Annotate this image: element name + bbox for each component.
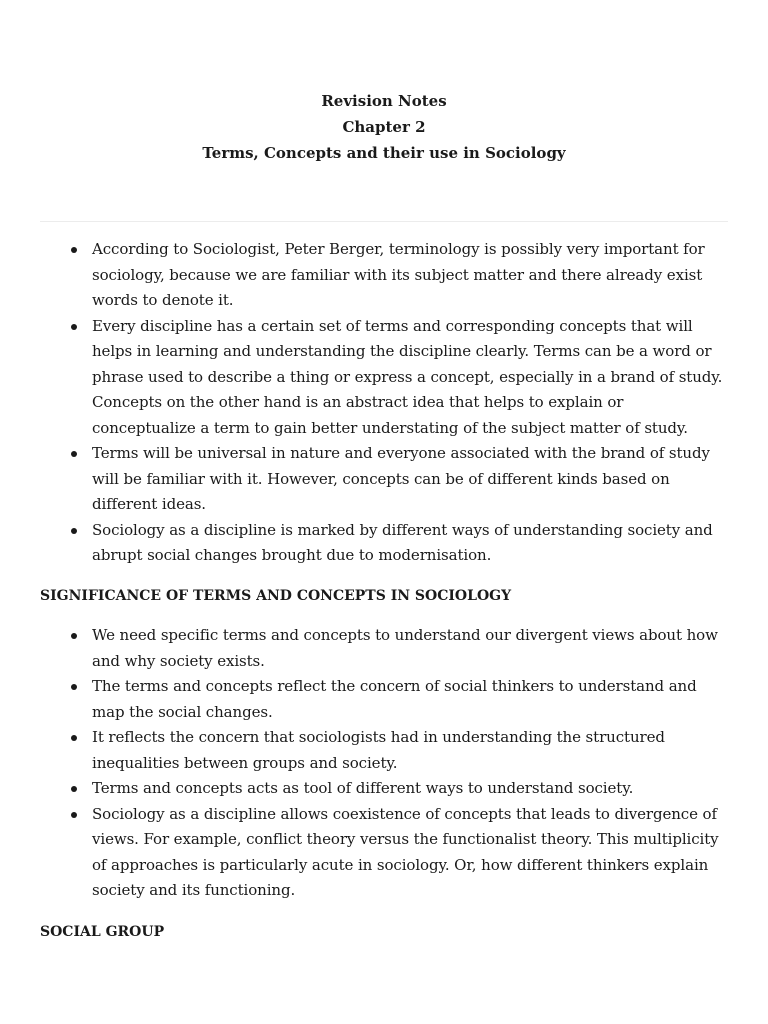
bullet-icon <box>71 451 77 457</box>
significance-bullet-list <box>40 623 728 904</box>
list-item <box>40 674 728 725</box>
list-item <box>40 314 728 442</box>
bullet-icon <box>71 684 77 690</box>
list-item <box>40 441 728 518</box>
list-item <box>40 725 728 776</box>
header-divider <box>40 221 728 222</box>
bullet-icon <box>71 812 77 818</box>
list-item-text: The terms and concepts reflect the concern of social thinkers to understand and map the social changes. <box>92 677 697 721</box>
bullet-icon <box>71 247 77 253</box>
bullet-icon <box>71 735 77 741</box>
list-item-text: Terms will be universal in nature and everyone associated with the brand of study will be familiar with it. However, concepts can be of different kinds based on different ideas. <box>92 444 710 513</box>
list-item-text: It reflects the concern that sociologists had in understanding the structured inequalities between groups and society. <box>92 728 665 772</box>
chapter-title: Terms, Concepts and their use in Sociology <box>202 144 566 162</box>
significance-heading: SIGNIFICANCE OF TERMS AND CONCEPTS IN SOCIOLOGY <box>40 588 512 604</box>
intro-bullet-list <box>40 237 728 569</box>
list-item <box>40 518 728 569</box>
chapter-number: Chapter 2 <box>342 118 426 136</box>
list-item-text: Sociology as a discipline is marked by different ways of understanding society and abrupt social changes brought due to modernisation. <box>92 520 713 564</box>
doc-label: Revision Notes <box>321 92 447 110</box>
bullet-icon <box>71 786 77 792</box>
social-group-heading: SOCIAL GROUP <box>40 924 165 940</box>
bullet-icon <box>71 633 77 639</box>
list-item <box>40 623 728 674</box>
document-header <box>0 88 768 166</box>
list-item <box>40 776 728 802</box>
bullet-icon <box>71 528 77 534</box>
list-item-text: According to Sociologist, Peter Berger, terminology is possibly very important for sociology, because we are familiar with its subject matter and there already exist words to denote it. <box>92 240 705 309</box>
list-item <box>40 802 728 904</box>
bullet-icon <box>71 324 77 330</box>
list-item-text: Sociology as a discipline allows coexistence of concepts that leads to divergence of views. For example, conflict theory versus the functionalist theory. This multiplicity of approaches is particularly acute in sociology. Or, how different thinkers explain society and its functioning. <box>92 804 719 899</box>
list-item-text: Every discipline has a certain set of terms and corresponding concepts that will helps in learning and understanding the discipline clearly. Terms can be a word or phrase used to describe a thing or express a concept, especially in a brand of study. Concepts on the other hand is an abstract idea that helps to explain or conceptualize a term to gain better understating of the subject matter of study. <box>92 316 723 437</box>
list-item-text: Terms and concepts acts as tool of different ways to understand society. <box>92 779 634 797</box>
list-item <box>40 237 728 314</box>
list-item-text: We need specific terms and concepts to understand our divergent views about how and why society exists. <box>92 626 718 670</box>
